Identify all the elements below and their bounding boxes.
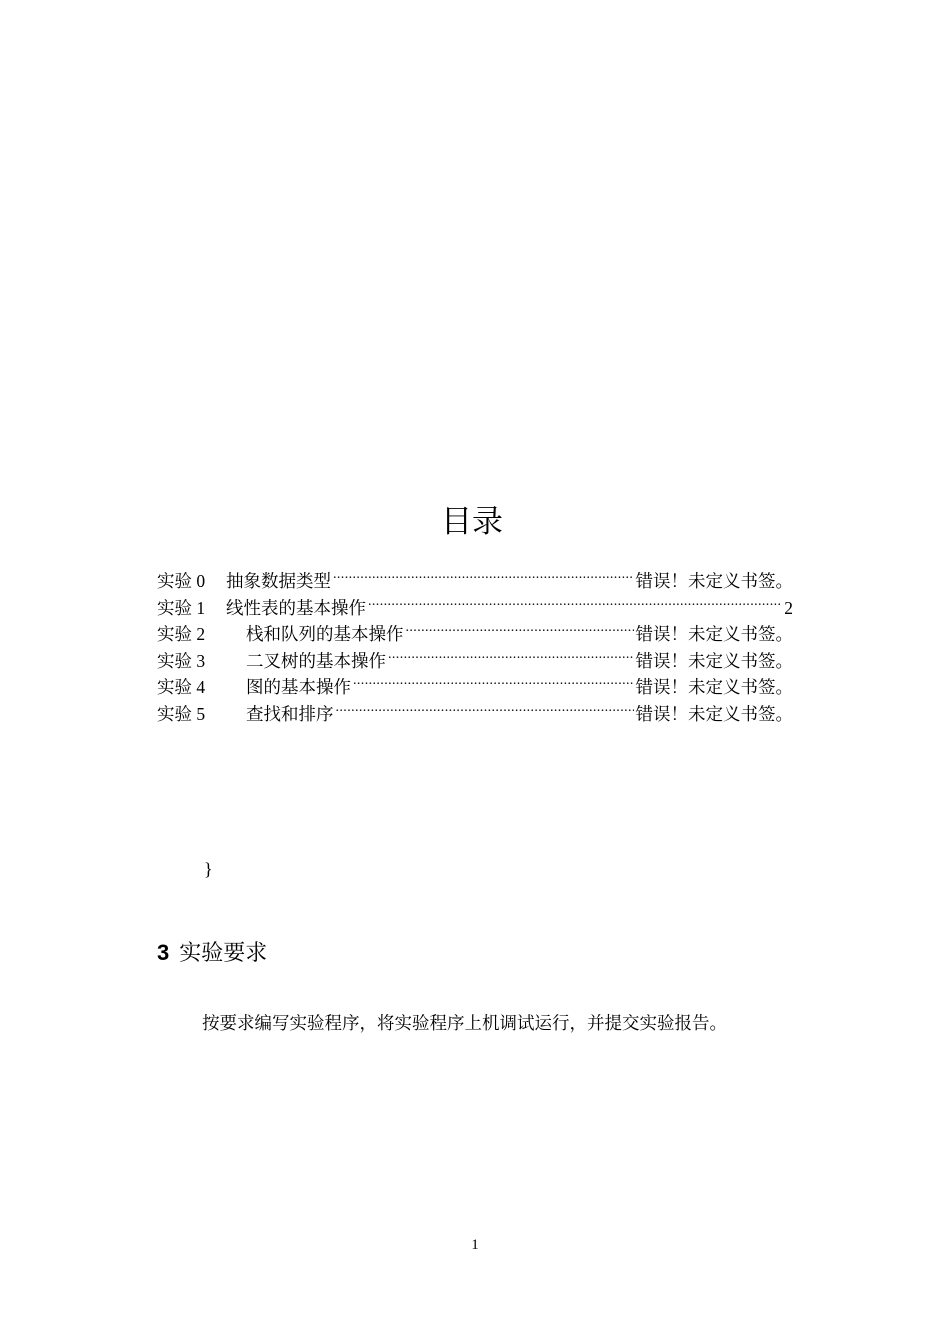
page-number: 1 bbox=[471, 1237, 479, 1253]
toc-dot-leader bbox=[336, 694, 634, 720]
toc-entry-label: 二叉树的基本操作 bbox=[246, 650, 386, 671]
toc-dot-leader bbox=[388, 641, 634, 667]
toc-entry-page: 错误！未定义书签。 bbox=[635, 703, 793, 724]
section-number: 3 bbox=[157, 940, 170, 965]
table-of-contents bbox=[157, 561, 793, 724]
toc-entry-label: 栈和队列的基本操作 bbox=[246, 624, 404, 644]
section-body-text: 按要求编写实验程序，将实验程序上机调试运行，并提交实验报告。 bbox=[202, 1013, 727, 1033]
toc-entry-number: 实验 3 bbox=[157, 650, 206, 671]
toc-entry-number: 实验 4 bbox=[157, 677, 206, 697]
toc-entry-page: 错误！未定义书签。 bbox=[635, 624, 793, 644]
toc-title: 目录 bbox=[441, 504, 503, 540]
toc-entry-label: 线性表的基本操作 bbox=[226, 597, 366, 618]
section-title: 实验要求 bbox=[179, 941, 268, 966]
toc-entry-number: 实验 5 bbox=[157, 703, 206, 724]
code-closing-brace: } bbox=[204, 859, 213, 879]
toc-entry-page: 错误！未定义书签。 bbox=[635, 650, 793, 671]
toc-dot-leader bbox=[368, 588, 782, 614]
toc-entry-number: 实验 1 bbox=[157, 597, 206, 618]
toc-dot-leader bbox=[353, 667, 634, 693]
toc-entry-label: 查找和排序 bbox=[246, 703, 334, 724]
toc-entry-label: 抽象数据类型 bbox=[226, 571, 331, 591]
toc-dot-leader bbox=[333, 561, 634, 587]
toc-entry-page: 错误！未定义书签。 bbox=[635, 571, 793, 591]
toc-entry-0[interactable] bbox=[157, 561, 793, 591]
toc-entry-page: 错误！未定义书签。 bbox=[635, 677, 793, 697]
toc-dot-leader bbox=[406, 614, 634, 640]
toc-entry-number: 实验 2 bbox=[157, 624, 206, 644]
toc-entry-page: 2 bbox=[784, 597, 793, 618]
toc-entry-number: 实验 0 bbox=[157, 571, 206, 591]
toc-entry-label: 图的基本操作 bbox=[246, 677, 351, 697]
section-heading bbox=[157, 937, 267, 970]
